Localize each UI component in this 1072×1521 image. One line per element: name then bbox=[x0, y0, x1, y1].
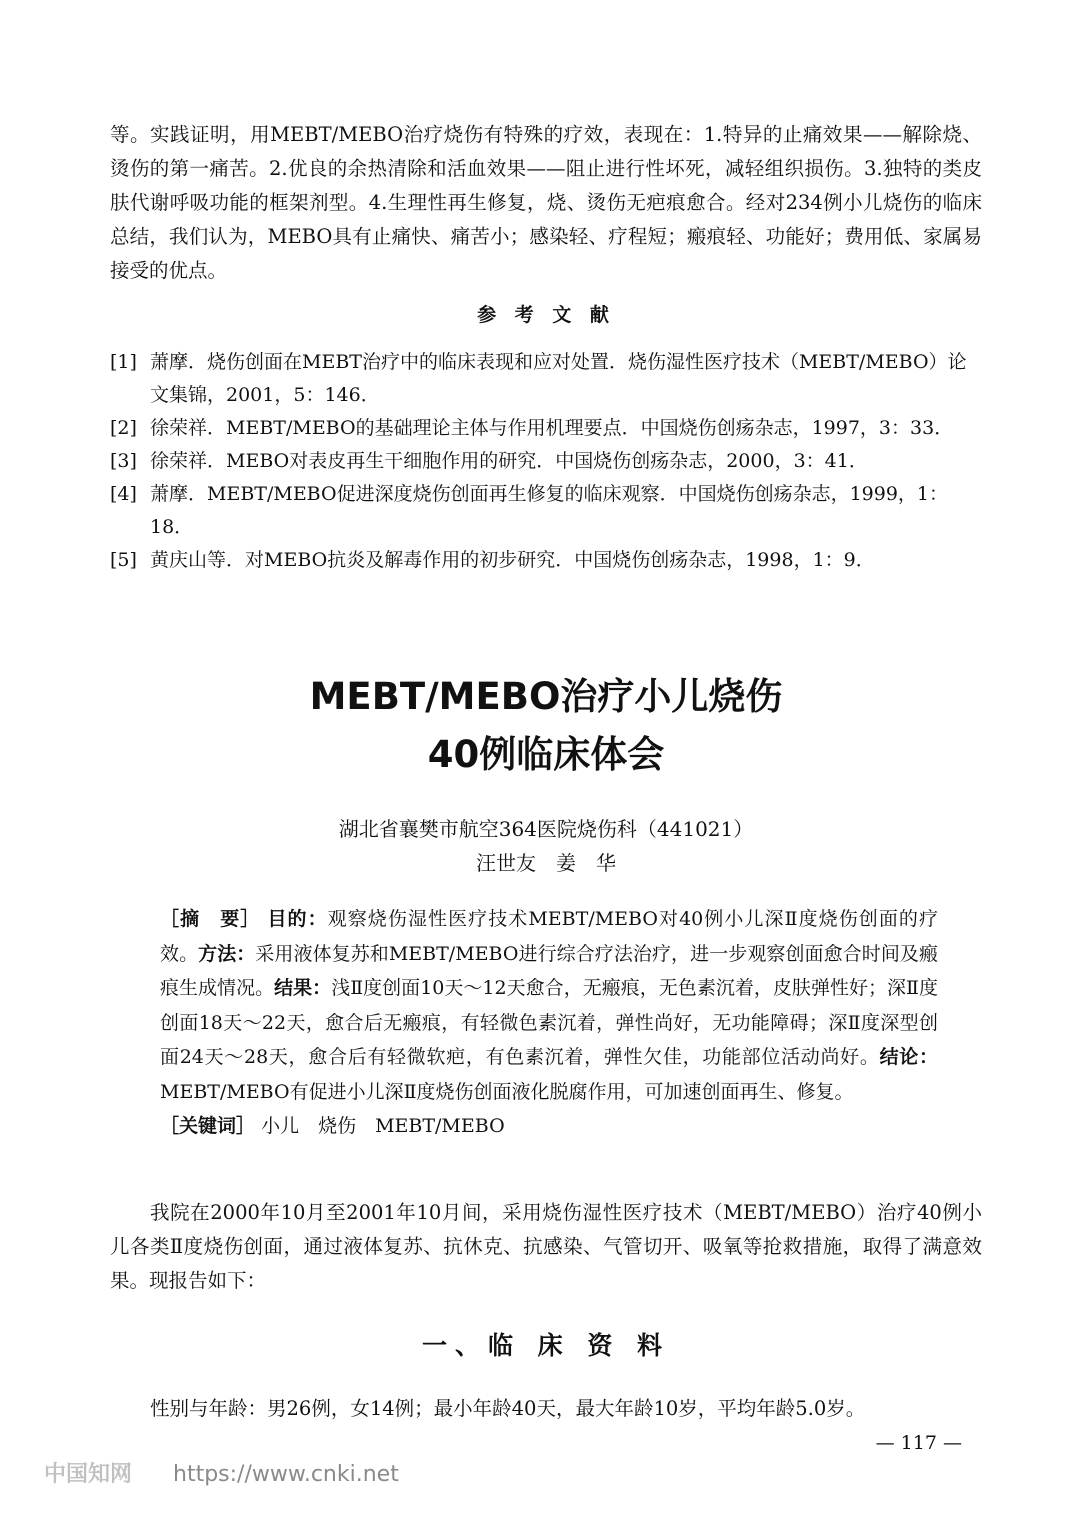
reference-list bbox=[110, 346, 982, 577]
reference-text: 徐荣祥．MEBO对表皮再生干细胞作用的研究．中国烧伤创疡杂志，2000，3：41． bbox=[150, 450, 868, 472]
reference-text: 萧摩．烧伤创面在MEBT治疗中的临床表现和应对处置．烧伤湿性医疗技术（MEBT/MEBO）论文集锦，2001，5：146． bbox=[150, 351, 967, 406]
reference-item bbox=[110, 346, 982, 412]
method-label: 方法： bbox=[198, 942, 256, 965]
body-paragraph: 我院在2000年10月至2001年10月间，采用烧伤湿性医疗技术（MEBT/MEBO）治疗40例小儿各类Ⅱ度烧伤创面，通过液体复苏、抗休克、抗感染、气管切开、吸氧等抢救措施，取得了满意效果。现报告如下： bbox=[110, 1201, 982, 1292]
method-text: 采用液体复苏和MEBT/MEBO进行综合疗法治疗，进一步观察创面愈合时间及瘢痕生成情况。 bbox=[160, 942, 938, 999]
page-number: — 117 — bbox=[875, 1432, 962, 1454]
reference-number: [2] bbox=[110, 417, 137, 439]
section-text-block bbox=[110, 1392, 982, 1426]
reference-number: [5] bbox=[110, 549, 137, 571]
affiliation-block bbox=[110, 812, 982, 880]
references-heading: 参 考 文 献 bbox=[477, 304, 615, 326]
intro-paragraph-block bbox=[110, 118, 982, 288]
conclusion-text: MEBT/MEBO有促进小儿深Ⅱ度烧伤创面液化脱腐作用，可加速创面再生、修复。 bbox=[160, 1080, 854, 1103]
keywords-label: ［关键词］ bbox=[160, 1115, 256, 1137]
keywords-line bbox=[160, 1109, 938, 1144]
footer-watermark bbox=[44, 1457, 399, 1488]
affiliation: 湖北省襄樊市航空364医院烧伤科（441021） bbox=[338, 817, 754, 841]
article-title-line1: MEBT/MEBO治疗小儿烧伤 bbox=[309, 675, 783, 718]
footer-url: https://www.cnki.net bbox=[173, 1462, 399, 1487]
abstract-label: ［摘 要］ bbox=[160, 908, 261, 930]
article-title bbox=[110, 668, 982, 784]
reference-number: [1] bbox=[110, 351, 137, 373]
intro-paragraph: 等。实践证明，用MEBT/MEBO治疗烧伤有特殊的疗效，表现在：1.特异的止痛效果——解除烧、烫伤的第一痛苦。2.优良的余热清除和活血效果——阻止进行性坏死，减轻组织损伤。3.独特的类皮肤代谢呼吸功能的框架剂型。4.生理性再生修复，烧、烫伤无疤痕愈合。经对234例小儿烧伤的临床总结，我们认为，MEBO具有止痛快、痛苦小；感染轻、疗程短；瘢痕轻、功能好；费用低、家属易接受的优点。 bbox=[110, 123, 982, 282]
article-title-line2: 40例临床体会 bbox=[427, 733, 665, 776]
reference-item bbox=[110, 412, 982, 445]
reference-item bbox=[110, 445, 982, 478]
section-heading: 一、临 床 资 料 bbox=[421, 1331, 671, 1360]
authors: 汪世友 姜 华 bbox=[476, 851, 616, 875]
reference-text: 徐荣祥．MEBT/MEBO的基础理论主体与作用机理要点．中国烧伤创疡杂志，1997，3：33． bbox=[150, 417, 954, 439]
reference-item bbox=[110, 478, 982, 544]
cnki-logo: 中国知网 bbox=[44, 1462, 133, 1487]
body-paragraph-block bbox=[110, 1196, 982, 1298]
reference-text: 萧摩．MEBT/MEBO促进深度烧伤创面再生修复的临床观察．中国烧伤创疡杂志，1999，1：18． bbox=[150, 483, 949, 538]
objective-label: 目的： bbox=[267, 908, 328, 930]
result-label: 结果： bbox=[274, 977, 332, 999]
conclusion-label: 结论： bbox=[879, 1046, 938, 1068]
abstract-body bbox=[160, 902, 938, 1109]
objective-text: 观察烧伤湿性医疗技术MEBT/MEBO对40例小儿深Ⅱ度烧伤创面的疗效。 bbox=[160, 908, 938, 965]
reference-number: [4] bbox=[110, 483, 137, 505]
abstract bbox=[160, 902, 938, 1144]
reference-item bbox=[110, 544, 982, 577]
reference-text: 黄庆山等．对MEBO抗炎及解毒作用的初步研究．中国烧伤创疡杂志，1998，1：9． bbox=[150, 549, 875, 571]
keywords: 小儿 烧伤 MEBT/MEBO bbox=[261, 1115, 505, 1137]
result-text: 浅Ⅱ度创面10天～12天愈合，无瘢痕，无色素沉着，皮肤弹性好；深Ⅱ度创面18天～22天，愈合后无瘢痕，有轻微色素沉着，弹性尚好，无功能障碍；深Ⅱ度深型创面24天～28天，愈合后有轻微软疤，有色素沉着，弹性欠佳，功能部位活动尚好。 bbox=[160, 977, 938, 1068]
section-first-line: 性别与年龄：男26例，女14例；最小年龄40天，最大年龄10岁，平均年龄5.0岁。 bbox=[150, 1397, 866, 1420]
reference-number: [3] bbox=[110, 450, 137, 472]
